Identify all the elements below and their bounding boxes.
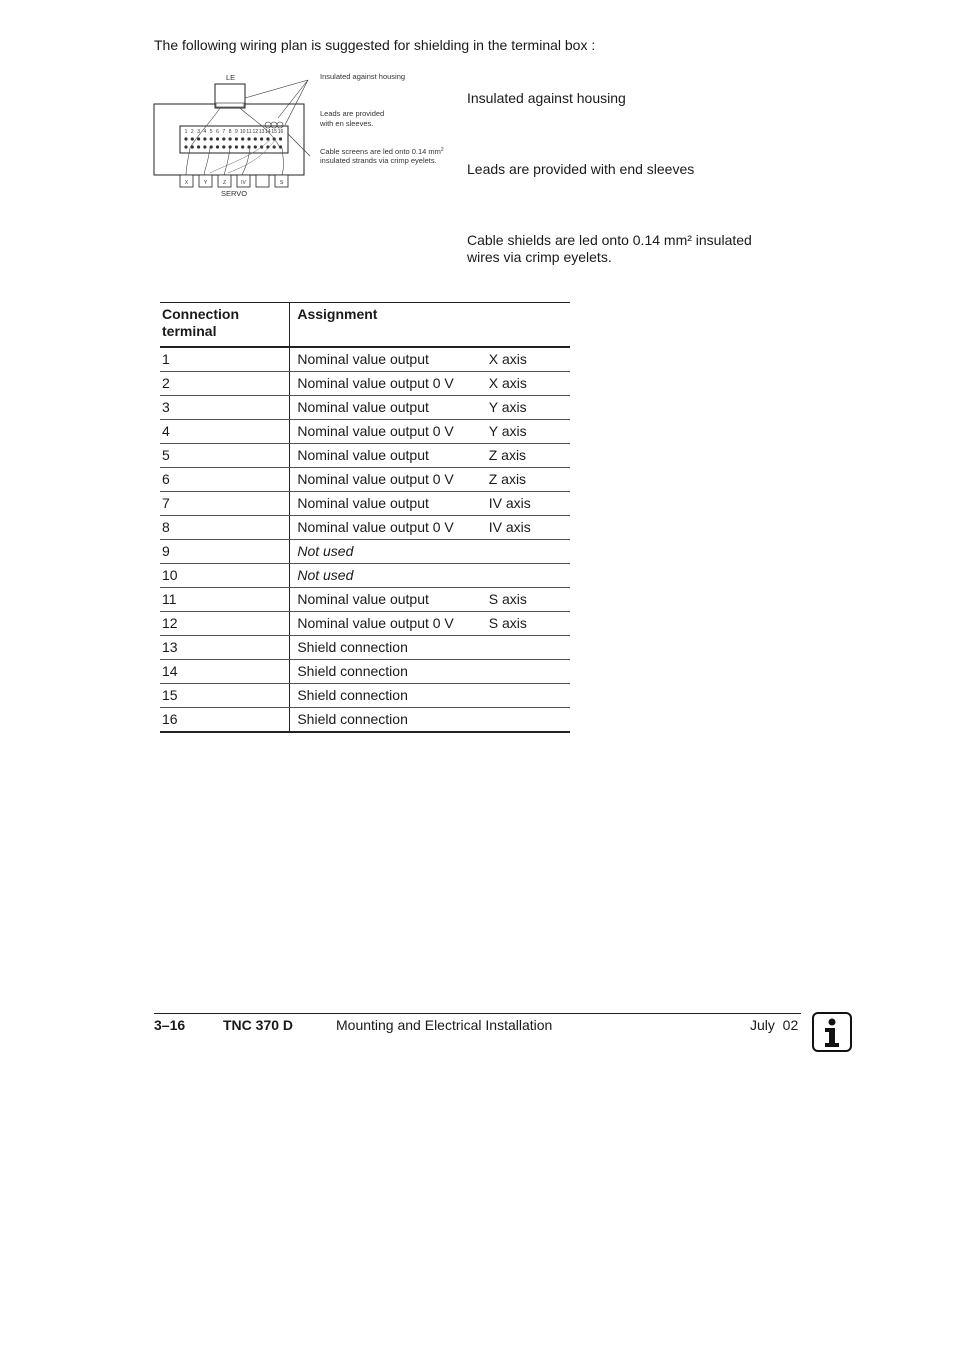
cell-axis: S axis (487, 588, 570, 612)
cell-axis: Y axis (487, 420, 570, 444)
terminal-number: 1 (184, 129, 188, 135)
terminal-dot (260, 137, 263, 140)
cell-assignment: Nominal value output 0 V (290, 372, 487, 396)
cell-axis: IV axis (487, 492, 570, 516)
terminal-number: 15 (271, 129, 277, 135)
footer-model: TNC 370 D (223, 1017, 294, 1033)
table-row (160, 468, 570, 492)
callout-line (288, 134, 310, 156)
servo-connector (256, 175, 269, 187)
cell-assignment: Nominal value output 0 V (290, 612, 487, 636)
footer-rule (154, 1013, 801, 1014)
terminal-number: 3 (197, 129, 200, 135)
info-icon (812, 1012, 852, 1052)
terminal-dot (235, 145, 238, 148)
cell-terminal: 11 (160, 588, 290, 612)
intro-text: The following wiring plan is suggested for shielding in the terminal box : (154, 37, 596, 53)
terminal-dot (279, 137, 282, 140)
cell-axis (487, 636, 570, 660)
cell-assignment: Nominal value output 0 V (290, 468, 487, 492)
callout-line (245, 80, 308, 98)
terminal-dot (235, 137, 238, 140)
header-connection-terminal: Connection terminal (160, 303, 290, 348)
cell-assignment: Nominal value output (290, 444, 487, 468)
cell-axis (487, 708, 570, 733)
cell-terminal: 8 (160, 516, 290, 540)
cell-axis: X axis (487, 372, 570, 396)
cell-terminal: 6 (160, 468, 290, 492)
cell-terminal: 10 (160, 564, 290, 588)
cell-assignment: Not used (290, 540, 487, 564)
table-row (160, 540, 570, 564)
cell-terminal: 16 (160, 708, 290, 733)
cell-assignment: Nominal value output (290, 492, 487, 516)
terminal-number: 13 (258, 129, 265, 135)
header-assignment: Assignment (290, 303, 570, 348)
terminal-dot (210, 137, 213, 140)
table-row (160, 612, 570, 636)
table-row (160, 347, 570, 372)
table-row (160, 564, 570, 588)
table-header-row (160, 303, 570, 348)
footer-date: July 02 (750, 1017, 799, 1033)
cell-axis (487, 564, 570, 588)
cell-terminal: 4 (160, 420, 290, 444)
terminal-dot (184, 137, 187, 140)
servo-axis-label: Z (222, 180, 227, 186)
terminal-dot (229, 137, 232, 140)
terminal-dot (197, 145, 200, 148)
cell-terminal: 2 (160, 372, 290, 396)
table-row (160, 708, 570, 733)
wiring-diagram (150, 68, 460, 208)
terminal-dot (266, 137, 269, 140)
cell-terminal: 3 (160, 396, 290, 420)
assignment-table (160, 302, 570, 733)
cell-axis (487, 540, 570, 564)
cell-axis: S axis (487, 612, 570, 636)
terminal-number: 12 (252, 129, 259, 135)
terminal-number: 8 (228, 129, 232, 135)
terminal-number: 4 (203, 129, 207, 135)
terminal-dot (203, 145, 206, 148)
servo-axis-label: IV (241, 180, 246, 186)
callout-leads-line2: with en sleeves. (320, 119, 374, 128)
cell-assignment: Shield connection (290, 660, 487, 684)
terminal-number: 9 (235, 129, 238, 135)
table-row (160, 588, 570, 612)
cell-terminal: 14 (160, 660, 290, 684)
terminal-number: 2 (190, 129, 194, 135)
callout-screens-line2: insulated strands via crimp eyelets. (320, 156, 437, 165)
servo-label: SERVO (221, 189, 248, 198)
footer-page-number: 3–16 (154, 1017, 186, 1033)
terminal-dot (254, 145, 257, 148)
callout-housing: Insulated against housing (320, 72, 406, 81)
terminal-dot (191, 137, 194, 140)
cell-assignment: Not used (290, 564, 487, 588)
terminal-number: 5 (209, 129, 213, 135)
cell-terminal: 7 (160, 492, 290, 516)
assignment-table-body (160, 347, 570, 732)
terminal-dot (184, 145, 187, 148)
cell-assignment: Nominal value output (290, 347, 487, 372)
cell-assignment: Nominal value output 0 V (290, 516, 487, 540)
le-connector (215, 84, 245, 108)
note-cable-shields: Cable shields are led onto 0.14 mm² insulated wires via crimp eyelets. (467, 232, 752, 265)
terminal-dot (254, 137, 257, 140)
callout-leads-line1: Leads are provided (320, 109, 385, 118)
cell-axis: Z axis (487, 468, 570, 492)
terminal-number: 14 (265, 129, 271, 135)
servo-connectors (180, 175, 288, 187)
cell-assignment: Shield connection (290, 684, 487, 708)
table-row (160, 372, 570, 396)
table-row (160, 396, 570, 420)
table-row (160, 492, 570, 516)
cell-assignment: Nominal value output 0 V (290, 420, 487, 444)
cell-axis (487, 684, 570, 708)
table-row (160, 420, 570, 444)
terminal-dot (203, 137, 206, 140)
terminal-dot (247, 137, 250, 140)
cell-axis: X axis (487, 347, 570, 372)
servo-axis-label: S (279, 180, 284, 186)
terminal-dot (241, 145, 244, 148)
terminal-number: 16 (277, 129, 284, 135)
callout-line (285, 80, 308, 125)
footer-chapter: Mounting and Electrical Installation (336, 1017, 553, 1033)
note-insulated-housing: Insulated against housing (467, 90, 626, 106)
servo-axis-label: Y (203, 180, 208, 186)
cell-terminal: 13 (160, 636, 290, 660)
cell-terminal: 5 (160, 444, 290, 468)
cell-assignment: Shield connection (290, 708, 487, 733)
cell-axis (487, 660, 570, 684)
terminal-dot (197, 137, 200, 140)
table-row (160, 444, 570, 468)
note-leads-end-sleeves: Leads are provided with end sleeves (467, 161, 695, 177)
cell-assignment: Nominal value output (290, 588, 487, 612)
cell-terminal: 1 (160, 347, 290, 372)
terminal-dot (216, 145, 219, 148)
cell-axis: IV axis (487, 516, 570, 540)
cell-terminal: 15 (160, 684, 290, 708)
cell-axis: Z axis (487, 444, 570, 468)
terminal-dot (241, 137, 244, 140)
servo-axis-label: X (184, 180, 189, 186)
terminal-number: 7 (222, 129, 226, 135)
table-row (160, 660, 570, 684)
cell-terminal: 9 (160, 540, 290, 564)
wiring-diagram-svg (150, 68, 460, 208)
terminal-number: 11 (246, 129, 252, 135)
le-label: LE (226, 73, 236, 82)
callout-screens-line1: Cable screens are led onto 0.14 $mm^2$ (320, 147, 444, 156)
terminal-dot (222, 145, 225, 148)
table-row (160, 636, 570, 660)
cell-terminal: 12 (160, 612, 290, 636)
table-row (160, 516, 570, 540)
cell-assignment: Shield connection (290, 636, 487, 660)
terminal-number: 10 (239, 129, 246, 135)
table-row (160, 684, 570, 708)
cell-axis: Y axis (487, 396, 570, 420)
terminal-number: 6 (216, 129, 219, 135)
cell-assignment: Nominal value output (290, 396, 487, 420)
terminal-dot (216, 137, 219, 140)
terminal-dot (222, 137, 225, 140)
terminal-dot (273, 145, 276, 148)
